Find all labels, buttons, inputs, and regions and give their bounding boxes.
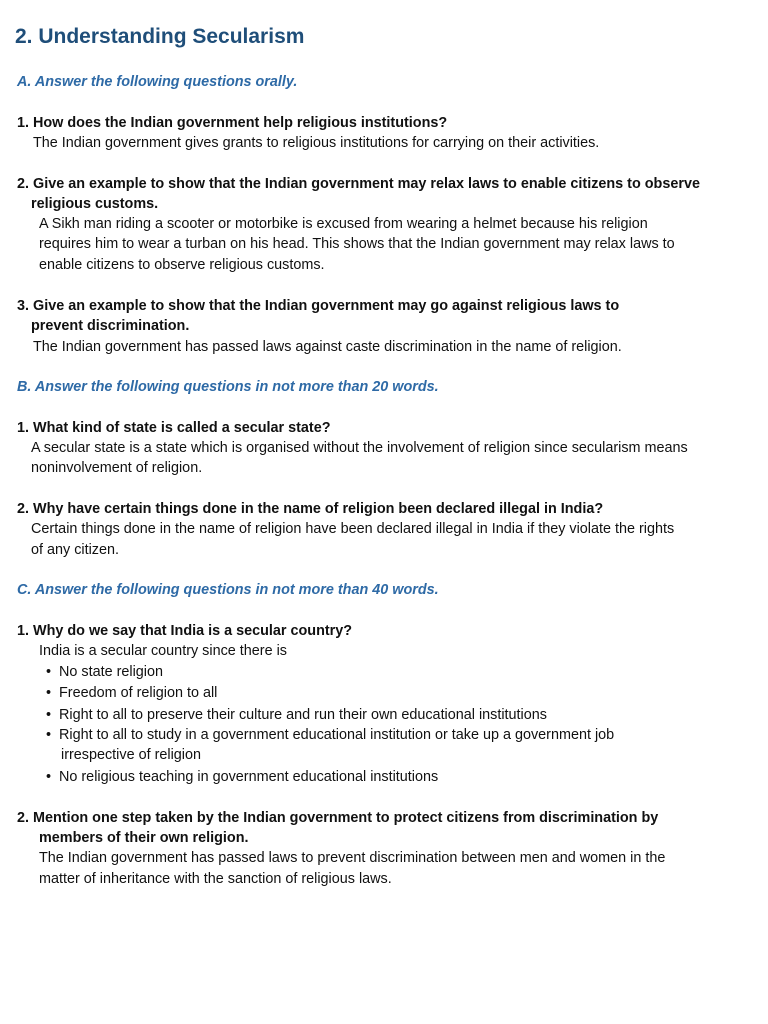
answer-a2-line: enable citizens to observe religious customs. [39,257,325,273]
question-a2-line: 2. Give an example to show that the Indian government may relax laws to enable citizens to observe [17,176,700,192]
answer-c2-line: The Indian government has passed laws to prevent discrimination between men and women in the [39,850,666,866]
answer-b1-line: A secular state is a state which is organised without the involvement of religion since secularism means [31,440,688,456]
question-b1: 1. What kind of state is called a secular state? [17,420,331,436]
question-a3-line: 3. Give an example to show that the Indian government may go against religious laws to [17,298,620,314]
answer-a2-line: A Sikh man riding a scooter or motorbike is excused from wearing a helmet because his religion [39,216,648,232]
list-item: • No religious teaching in government educational institutions [59,767,438,787]
list-item: • No state religion [59,662,163,682]
answer-b2-line: of any citizen. [31,542,119,558]
answer-b2-line: Certain things done in the name of religion have been declared illegal in India if they violate the rights [31,521,675,537]
question-a2-line: religious customs. [31,196,159,212]
page-title: 2. Understanding Secularism [15,25,305,48]
question-c2-line: 2. Mention one step taken by the Indian government to protect citizens from discrimination by [17,810,659,826]
question-b2: 2. Why have certain things done in the name of religion been declared illegal in India? [17,501,604,517]
section-c-heading: C. Answer the following questions in not more than 40 words. [17,582,439,598]
list-item: • Right to all to preserve their culture and run their own educational institutions [59,705,547,725]
section-a-heading: A. Answer the following questions orally. [17,74,298,90]
list-item: • Right to all to study in a government educational institution or take up a government job [59,725,614,745]
answer-a2-line: requires him to wear a turban on his head. This shows that the Indian government may relax laws to [39,236,675,252]
section-b-heading: B. Answer the following questions in not more than 20 words. [17,379,439,395]
question-a3-line: prevent discrimination. [31,318,190,334]
question-c2-line: members of their own religion. [39,830,249,846]
list-item: • Freedom of religion to all [59,683,217,703]
list-item-continuation: irrespective of religion [61,747,201,763]
answer-a3-line: The Indian government has passed laws against caste discrimination in the name of religion. [33,339,622,355]
question-a1: 1. How does the Indian government help religious institutions? [17,115,448,131]
answer-c2-line: matter of inheritance with the sanction of religious laws. [39,871,392,887]
question-c1: 1. Why do we say that India is a secular country? [17,623,353,639]
answer-a1-line: The Indian government gives grants to religious institutions for carrying on their activities. [33,135,600,151]
answer-c1-intro: India is a secular country since there is [39,643,287,659]
answer-b1-line: noninvolvement of religion. [31,460,203,476]
